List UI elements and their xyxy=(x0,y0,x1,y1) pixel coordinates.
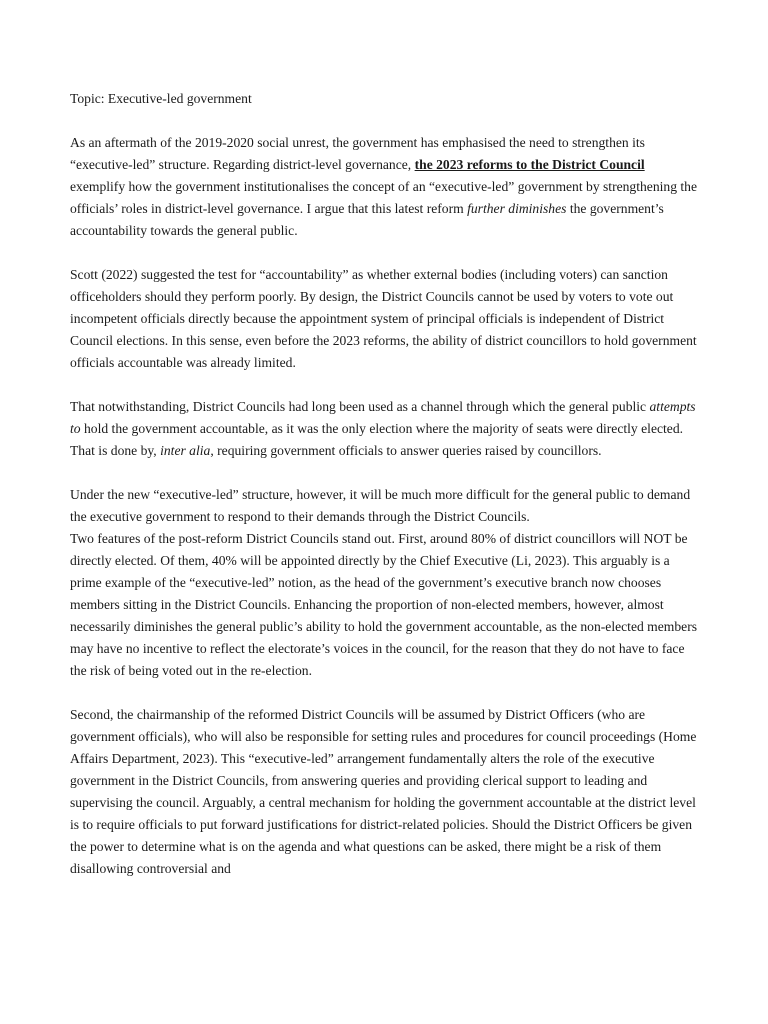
paragraph-notwithstanding xyxy=(70,396,702,462)
paragraph-accountability-test: Scott (2022) suggested the test for “accountability” as whether external bodies (including voters) can sanction officeholders should they perform poorly. By design, the District Councils cannot be used by voters to vote out incompetent officials directly because the appointment system of principal officials is independent of District Council elections. In this sense, even before the 2023 reforms, the ability of district councillors to hold government officials accountable was already limited. xyxy=(70,267,697,370)
topic-heading: Topic: Executive-led government xyxy=(70,91,252,106)
paragraph-chairmanship: Second, the chairmanship of the reformed District Councils will be assumed by District Officers (who are government officials), who will also be responsible for setting rules and procedures for council proceedings (Home Affairs Department, 2023). This “executive-led” arrangement fundamentally alters the role of the executive government in the District Councils, from answering queries and providing clerical support to leading and supervising the council. Arguably, a central mechanism for holding the government accountable at the district level is to require officials to put forward justifications for district-related policies. Should the District Officers be given the power to determine what is on the agenda and what questions can be asked, there might be a risk of them disallowing controversial and xyxy=(70,707,697,876)
attempts-emphasis: attempts to xyxy=(70,399,696,436)
paragraph-intro-text-1: As an aftermath of the 2019-2020 social unrest, the government has emphasised the need to strengthen its “executive-led” structure. Regarding district-level governance, xyxy=(70,135,645,172)
paragraph-two-features xyxy=(70,484,702,682)
paragraph-notwithstanding-text-1: That notwithstanding, District Councils had long been used as a channel through which the general public xyxy=(70,399,650,414)
diminishes-emphasis: further diminishes xyxy=(467,201,567,216)
paragraph-intro xyxy=(70,132,702,242)
inter-alia-emphasis: inter alia xyxy=(160,443,211,458)
document-body xyxy=(70,88,702,902)
paragraph-two-features-line-2: Two features of the post-reform District Councils stand out. First, around 80% of district councillors will NOT be directly elected. Of them, 40% will be appointed directly by the Chief Executive (Li, 2023). This arguably is a prime example of the “executive-led” notion, as the head of the government’s executive branch now chooses members sitting in the District Councils. Enhancing the proportion of non-elected members, however, almost necessarily diminishes the general public’s ability to hold the government accountable, as the non-elected members may have no incentive to reflect the electorate’s voices in the council, for the reason that they do not have to face the risk of being voted out in the re-election. xyxy=(70,531,698,678)
paragraph-intro-text-3: the government’s accountability towards the general public. xyxy=(70,201,664,238)
paragraph-two-features-line-1: Under the new “executive-led” structure, however, it will be much more difficult for the general public to demand the executive government to respond to their demands through the District Councils. xyxy=(70,487,691,524)
paragraph-notwithstanding-text-3: , requiring government officials to answer queries raised by councillors. xyxy=(210,443,602,458)
reform-emphasis: the 2023 reforms to the District Council xyxy=(414,157,645,172)
paragraph-intro-text-2: exemplify how the government institutionalises the concept of an “executive-led” government by strengthening the officials’ roles in district-level governance. I argue that this latest reform xyxy=(70,179,698,216)
paragraph-notwithstanding-text-2: hold the government accountable, as it was the only election where the majority of seats were directly elected. That is done by, xyxy=(70,421,684,458)
